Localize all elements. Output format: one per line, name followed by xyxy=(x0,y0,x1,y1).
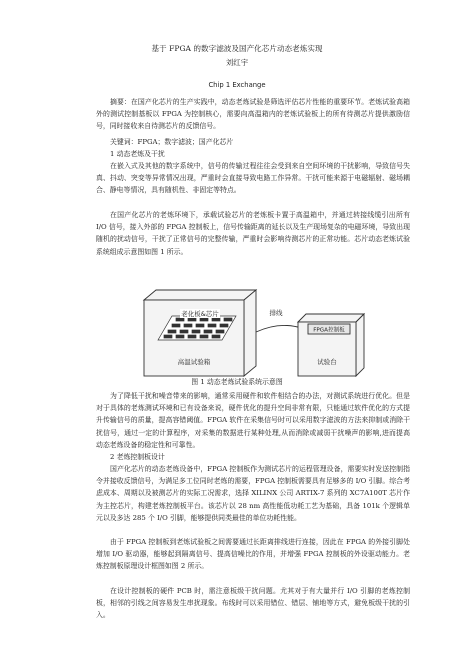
figure-caption: 图 1 动态老炼试验系统示意图 xyxy=(191,378,283,386)
keywords: 关键词：FPGA；数字滤波；国产化芯片 xyxy=(110,138,234,146)
station-box xyxy=(298,314,364,376)
section-heading-2: 2 老炼控制板设计 xyxy=(110,453,165,461)
paragraph: 在嵌入式及其他的数字系统中，信号的传输过程往往会受到来自空间环境的干扰影响，导致信号失真、抖动、突变等异常情况出现，严重时会直接导致电路工作异常。干扰可能来源于电磁辐射、磁场耦合、静电等情况，具有随机性、非固定等特点。 xyxy=(96,162,410,195)
fpga-board-label: FPGA控制板 xyxy=(313,327,345,334)
paragraph: 为了降低干扰和噪音带来的影响，通常采用硬件和软件相结合的办法，对测试系统进行优化。但是对于具体的老炼测试环境和已有设备来说，硬件优化的提升空间非常有限，只能通过软件优化的方式提升传输信号的质量，提高容错阈值。FPGA 软件在采集信号时可以采用数字滤波的方法来抑制或消除干扰信号，通过一定的计算程序，对采集的数据进行某种处理,从而消除或减弱干扰噪声的影响,进而提高动态老炼设备的稳定性和可靠性。 xyxy=(96,392,410,449)
station-label: 试验台 xyxy=(317,358,337,366)
affiliation: Chip 1 Exchange xyxy=(208,81,266,89)
author: 刘红宇 xyxy=(225,58,249,67)
paragraph: 在国产化芯片的老炼环境下，承载试验芯片的老炼板卡置于高温箱中，并通过转接线缆引出所有 I/O 信号，接入外部的 FPGA 控制板上，信号传输距离的延长以及生产现场复杂的电磁环境，导致出现随机的扰动信号，干扰了正常信号的完整传输，严重时会影响待测芯片的正常功能。芯片动态老炼试验系统组成示意图如图 1 所示。 xyxy=(96,211,410,256)
abstract: 摘要：在国产化芯片的生产实践中，动态老炼试验是筛选评估芯片性能的重要环节。老炼试验高箱外的测试控制基板以 FPGA 为控制核心，需要向高温箱内的老炼试验板上的所有待测芯片提供激励信号，同时接收来自待测芯片的反馈信号。 xyxy=(96,98,410,131)
board-grid xyxy=(158,316,236,340)
section-heading-1: 1 动态老炼及干扰 xyxy=(110,150,165,158)
paragraph: 国产化芯片的动态老炼设备中，FPGA 控制板作为测试芯片的运程管理设备，需要实时发送控制指令并接收反馈信号，为满足多工位同时老炼的需要，FPGA 控制板需要具有足够多的 I/O 引脚。综合考虑成本、周期以及被测芯片的实际工况需求，选择 XILINX 公司 ARTIX-7 系列的 XC7A100T 芯片作为主控芯片，构建老炼控制板平台。该芯片以 28 nm 高性能低功耗工艺为基础，具备 101k 个逻辑单元以及多达 285 个 I/O 引脚，能够提供同类最佳的单位功耗性能。 xyxy=(96,465,410,522)
board-label: 老化板&芯片 xyxy=(181,310,219,318)
cable-label: 排线 xyxy=(269,309,283,317)
paper-title: 基于 FPGA 的数字滤波及国产化芯片动态老炼实现 xyxy=(151,44,323,53)
paragraph: 在设计控制板的硬件 PCB 时，需注意板级干扰问题。尤其对于有大量并行 I/O 引脚的老炼控制板，相邻的引线之间容易发生串扰现象。布线时可以采用错位、错层、铺地等方式，避免板级干扰的引入。 xyxy=(96,587,410,620)
paragraph: 由于 FPGA 控制板到老炼试验板之间需要通过长距离排线进行连接，因此在 FPGA 的外接引脚处增加 I/O 驱动器，能够起到隔离信号、提高信噪比的作用，并增强 FPGA 控制板的外设驱动能力。老炼控制板原理设计框图如图 2 所示。 xyxy=(96,538,410,571)
figure-1 xyxy=(138,288,370,380)
oven-label: 高温试验箱 xyxy=(177,358,211,366)
